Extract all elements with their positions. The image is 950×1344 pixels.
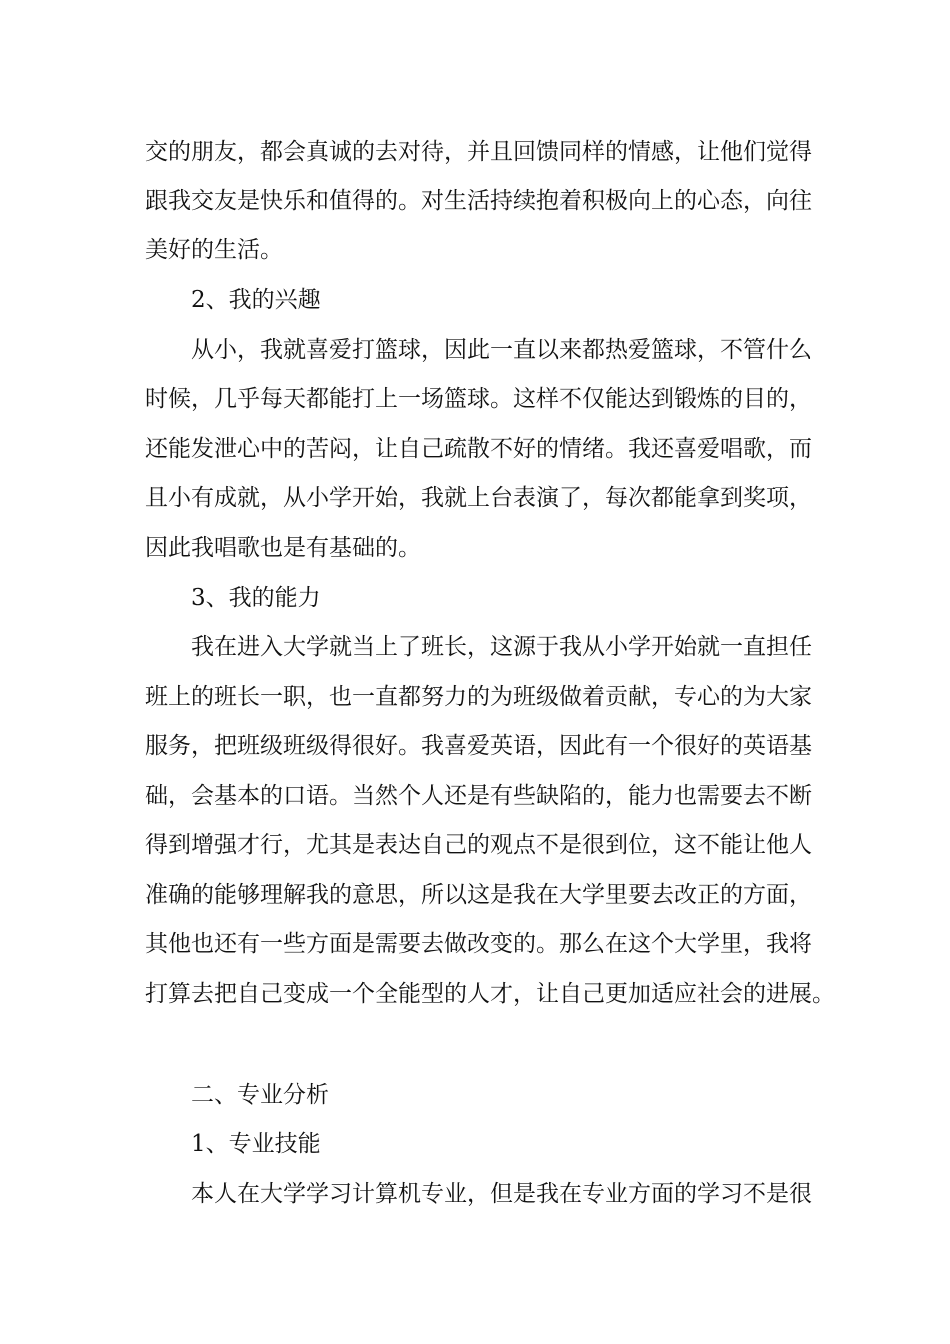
body-text-line: 服务，把班级班级得很好。我喜爱英语，因此有一个很好的英语基: [145, 733, 812, 759]
body-text-line: 准确的能够理解我的意思，所以这是我在大学里要去改正的方面，: [145, 882, 812, 908]
body-text-line: 还能发泄心中的苦闷，让自己疏散不好的情绪。我还喜爱唱歌，而: [145, 436, 812, 462]
section-heading: 2、我的兴趣: [191, 287, 321, 313]
body-text-line: 从小，我就喜爱打篮球，因此一直以来都热爱篮球，不管什么: [191, 337, 812, 363]
body-text-line: 础，会基本的口语。当然个人还是有些缺陷的，能力也需要去不断: [145, 783, 812, 809]
body-text-line: 美好的生活。: [145, 237, 283, 263]
body-text-line: 因此我唱歌也是有基础的。: [145, 535, 421, 561]
body-text-line: 跟我交友是快乐和值得的。对生活持续抱着积极向上的心态，向往: [145, 188, 812, 214]
body-text-line: 得到增强才行，尤其是表达自己的观点不是很到位，这不能让他人: [145, 832, 812, 858]
body-text-line: 打算去把自己变成一个全能型的人才，让自己更加适应社会的进展。: [145, 981, 835, 1007]
body-text-line: 其他也还有一些方面是需要去做改变的。那么在这个大学里，我将: [145, 931, 812, 957]
body-text-line: 本人在大学学习计算机专业，但是我在专业方面的学习不是很: [191, 1181, 812, 1207]
body-text-line: 时候，几乎每天都能打上一场篮球。这样不仅能达到锻炼的目的，: [145, 386, 812, 412]
section-heading: 3、我的能力: [191, 585, 321, 611]
body-text-line: 班上的班长一职，也一直都努力的为班级做着贡献，专心的为大家: [145, 684, 812, 710]
body-text-line: 交的朋友，都会真诚的去对待，并且回馈同样的情感，让他们觉得: [145, 139, 812, 165]
section-heading: 1、专业技能: [191, 1131, 321, 1157]
body-text-line: 且小有成就，从小学开始，我就上台表演了，每次都能拿到奖项，: [145, 485, 812, 511]
chapter-heading: 二、专业分析: [191, 1082, 329, 1108]
body-text-line: 我在进入大学就当上了班长，这源于我从小学开始就一直担任: [191, 634, 812, 660]
